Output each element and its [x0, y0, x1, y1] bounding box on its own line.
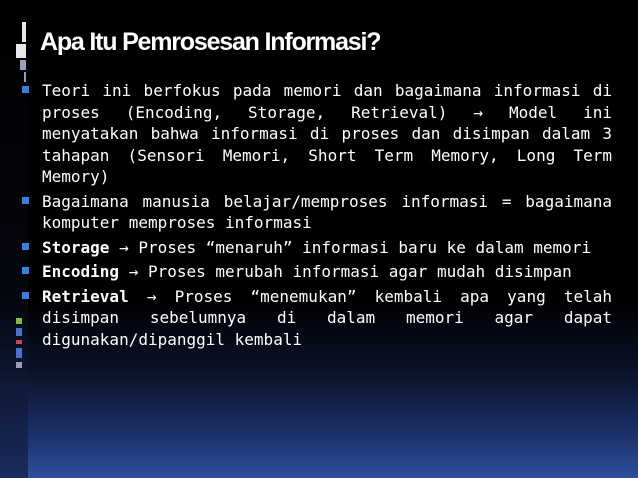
bullet-text: [42, 286, 612, 351]
bullet-square-icon: [22, 197, 29, 204]
bullet-item: [22, 80, 612, 188]
bullet-term: Storage: [42, 237, 110, 257]
bullet-square-icon: [22, 86, 29, 93]
bullet-list: [22, 80, 612, 353]
bullet-square-icon: [22, 243, 29, 250]
bullet-text: [42, 80, 612, 188]
bullet-square-icon: [22, 292, 29, 299]
bullet-item: [22, 286, 612, 351]
bullet-body: Teori ini berfokus pada memori dan bagaimana informasi di proses (Encoding, Storage, Retrieval) → Model ini menyatakan bahwa informasi di proses dan disimpan dalam 3 tahapan (Sensori Memori, Short Term Memory, Long Term Memory): [42, 81, 612, 186]
bullet-text: [42, 191, 612, 234]
bullet-body: → Proses “menemukan” kembali apa yang telah disimpan sebelumnya di dalam memori agar dapat digunakan/dipanggil kembali: [42, 286, 612, 349]
slide-title: Apa Itu Pemrosesan Informasi?: [40, 28, 381, 56]
decorative-block: [22, 22, 26, 42]
bullet-term: Encoding: [42, 262, 120, 281]
bullet-term: Retrieval: [42, 286, 129, 306]
decorative-block: [16, 362, 22, 368]
bullet-text: [42, 261, 612, 283]
bullet-item: [22, 191, 612, 234]
decorative-block: [20, 60, 26, 70]
bullet-body: → Proses merubah informasi agar mudah disimpan: [119, 262, 572, 281]
bullet-body: Bagaimana manusia belajar/memproses informasi = bagaimana komputer memproses informasi: [42, 191, 612, 232]
bullet-text: [42, 237, 612, 259]
decorative-block: [16, 44, 26, 58]
bullet-item: [22, 261, 612, 283]
bullet-item: [22, 237, 612, 259]
bullet-square-icon: [22, 267, 29, 274]
bullet-body: → Proses “menaruh” informasi baru ke dalam memori: [109, 237, 592, 257]
